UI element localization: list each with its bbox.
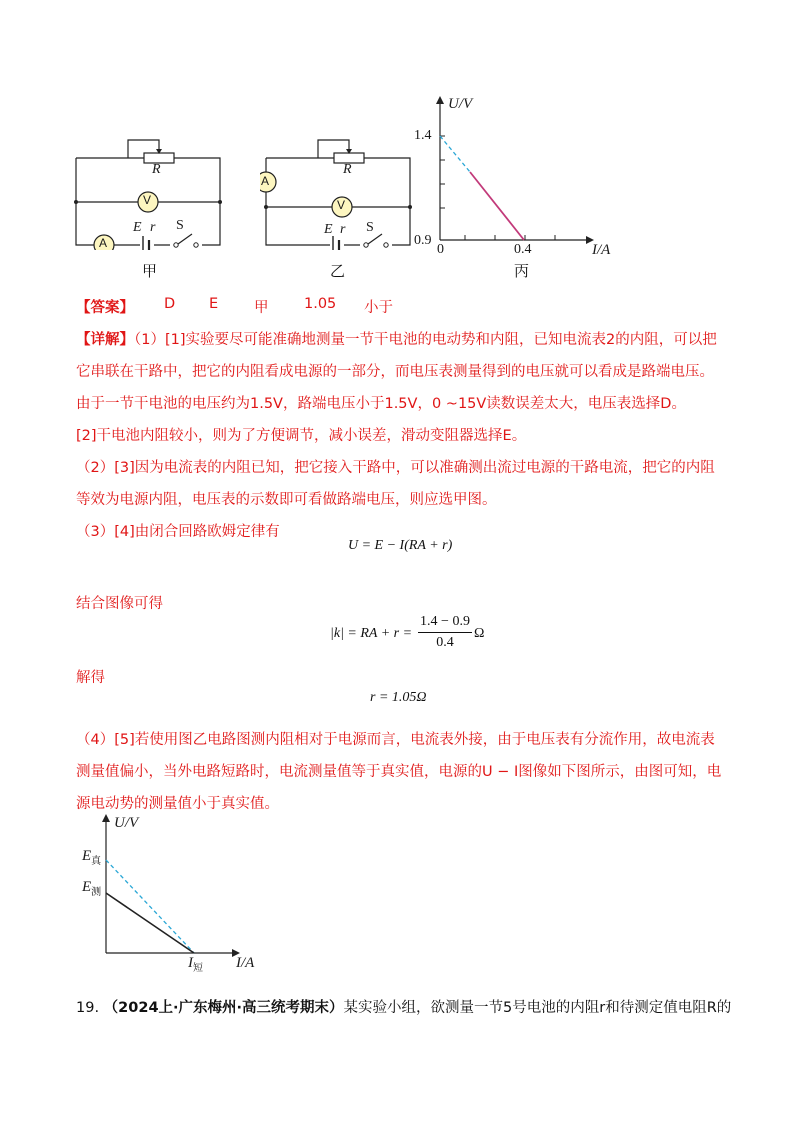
circuit-a-V-label: V [143, 193, 152, 207]
equation-result: r = 1.05Ω [370, 690, 427, 705]
graph-d-i-short [188, 955, 203, 974]
e-true-symbol: E [82, 848, 92, 864]
detail-paragraph-3: （2）[3]因为电流表的内阻已知，把它接入干路中，可以准确测出流过电源的干路电流，把它的内阻等效为电源内阻，电压表的示数即可看做路端电压，则应选甲图。 [76, 460, 715, 508]
circuit-a-R-label: R [152, 162, 161, 177]
graph-d-e-meas [82, 879, 101, 898]
answer-label: 【答案】 [76, 300, 134, 316]
circuit-b-S-label: S [366, 220, 374, 235]
i-short-sub: 短 [193, 963, 203, 974]
graph-ui-comparison [76, 808, 276, 973]
circuit-a-S-label: S [176, 218, 184, 233]
detail-paragraph-1 [76, 324, 724, 420]
e-meas-sub: 测 [91, 887, 102, 898]
detail-paragraph-5: 结合图像可得 [76, 596, 163, 612]
detail-paragraph-7: （4）[5]若使用图乙电路图测内阻相对于电源而言，电流表外接，由于电压表有分流作用，故电流表测量值偏小，当外电路短路时，电流测量值等于真实值，电源的U − I图像如下图所示，由图可知，电源电动势的测量值小于真实值。 [76, 732, 722, 812]
detail-paragraph-2: [2]干电池内阻较小，则为了方便调节，减小误差，滑动变阻器选择E。 [76, 428, 527, 444]
circuit-a-r-label: r [150, 220, 156, 235]
equation-ohm: U = E − I(RA + r) [348, 538, 453, 553]
answer-item-1: D [164, 296, 176, 312]
question-19 [76, 996, 736, 1017]
i-short-symbol: I [188, 955, 193, 971]
graph-c-y-axis: U/V [448, 96, 473, 112]
circuit-a-E-label: E [133, 220, 142, 235]
answer-item-2: E [209, 296, 219, 312]
e-true-sub: 真 [91, 856, 102, 867]
graph-d-y-axis: U/V [114, 815, 139, 831]
circuit-a-caption: 甲 [142, 262, 158, 280]
detail-paragraph-6: 解得 [76, 670, 105, 686]
circuit-b-V-label: V [337, 198, 346, 212]
answer-item-5: 小于 [364, 300, 393, 316]
eq2-unit: Ω [474, 626, 485, 641]
circuit-b-E-label: E [324, 222, 333, 237]
circuit-b-A-label: A [261, 174, 270, 188]
question-source: （2024上·广东梅州·高三统考期末） [103, 1000, 344, 1016]
eq2-denominator: 0.4 [436, 635, 454, 650]
eq2-left: |k| = RA + r = [330, 626, 413, 641]
graph-c-x-tick: 0.4 [514, 242, 532, 257]
circuit-a-A-label: A [99, 236, 108, 250]
eq2-fraction [418, 612, 472, 653]
answer-item-4: 1.05 [304, 296, 337, 312]
circuit-b-caption: 乙 [330, 262, 346, 280]
eq2-numerator: 1.4 − 0.9 [418, 612, 472, 633]
answer-item-3: 甲 [254, 300, 269, 316]
graph-c-y-tick-bottom: 0.9 [414, 233, 432, 248]
circuit-b-r-label: r [340, 222, 346, 237]
graph-c-x-axis: I/A [592, 242, 611, 258]
graph-d-x-axis: I/A [236, 955, 255, 971]
graph-d-e-true [82, 848, 101, 867]
e-meas-symbol: E [82, 879, 92, 895]
answer-row [76, 296, 134, 317]
detail-p1: （1）[1]实验要尽可能准确地测量一节干电池的电动势和内阻，已知电流表2的内阻，可以把它串联在干路中，把它的内阻看成电源的一部分，而电压表测量得到的电压就可以看成是路端电压。由于一节干电池的电压约为1.5V，路端电压小于1.5V，0 ~15V读数误差太大，电压表选择D。 [76, 332, 717, 412]
question-text: 某实验小组，欲测量一节5号电池的内阻r和待测定值电阻R的 [343, 1000, 732, 1016]
graph-c-origin: 0 [437, 242, 444, 257]
circuit-b-R-label: R [343, 162, 352, 177]
detail-paragraph-4: （3）[4]由闭合回路欧姆定律有 [76, 524, 280, 540]
graph-bing [400, 92, 600, 252]
graph-c-caption: 丙 [514, 262, 530, 280]
graph-c-y-tick-top: 1.4 [414, 128, 432, 143]
question-number: 19. [76, 1000, 100, 1016]
detail-label: 【详解】 [76, 332, 134, 348]
